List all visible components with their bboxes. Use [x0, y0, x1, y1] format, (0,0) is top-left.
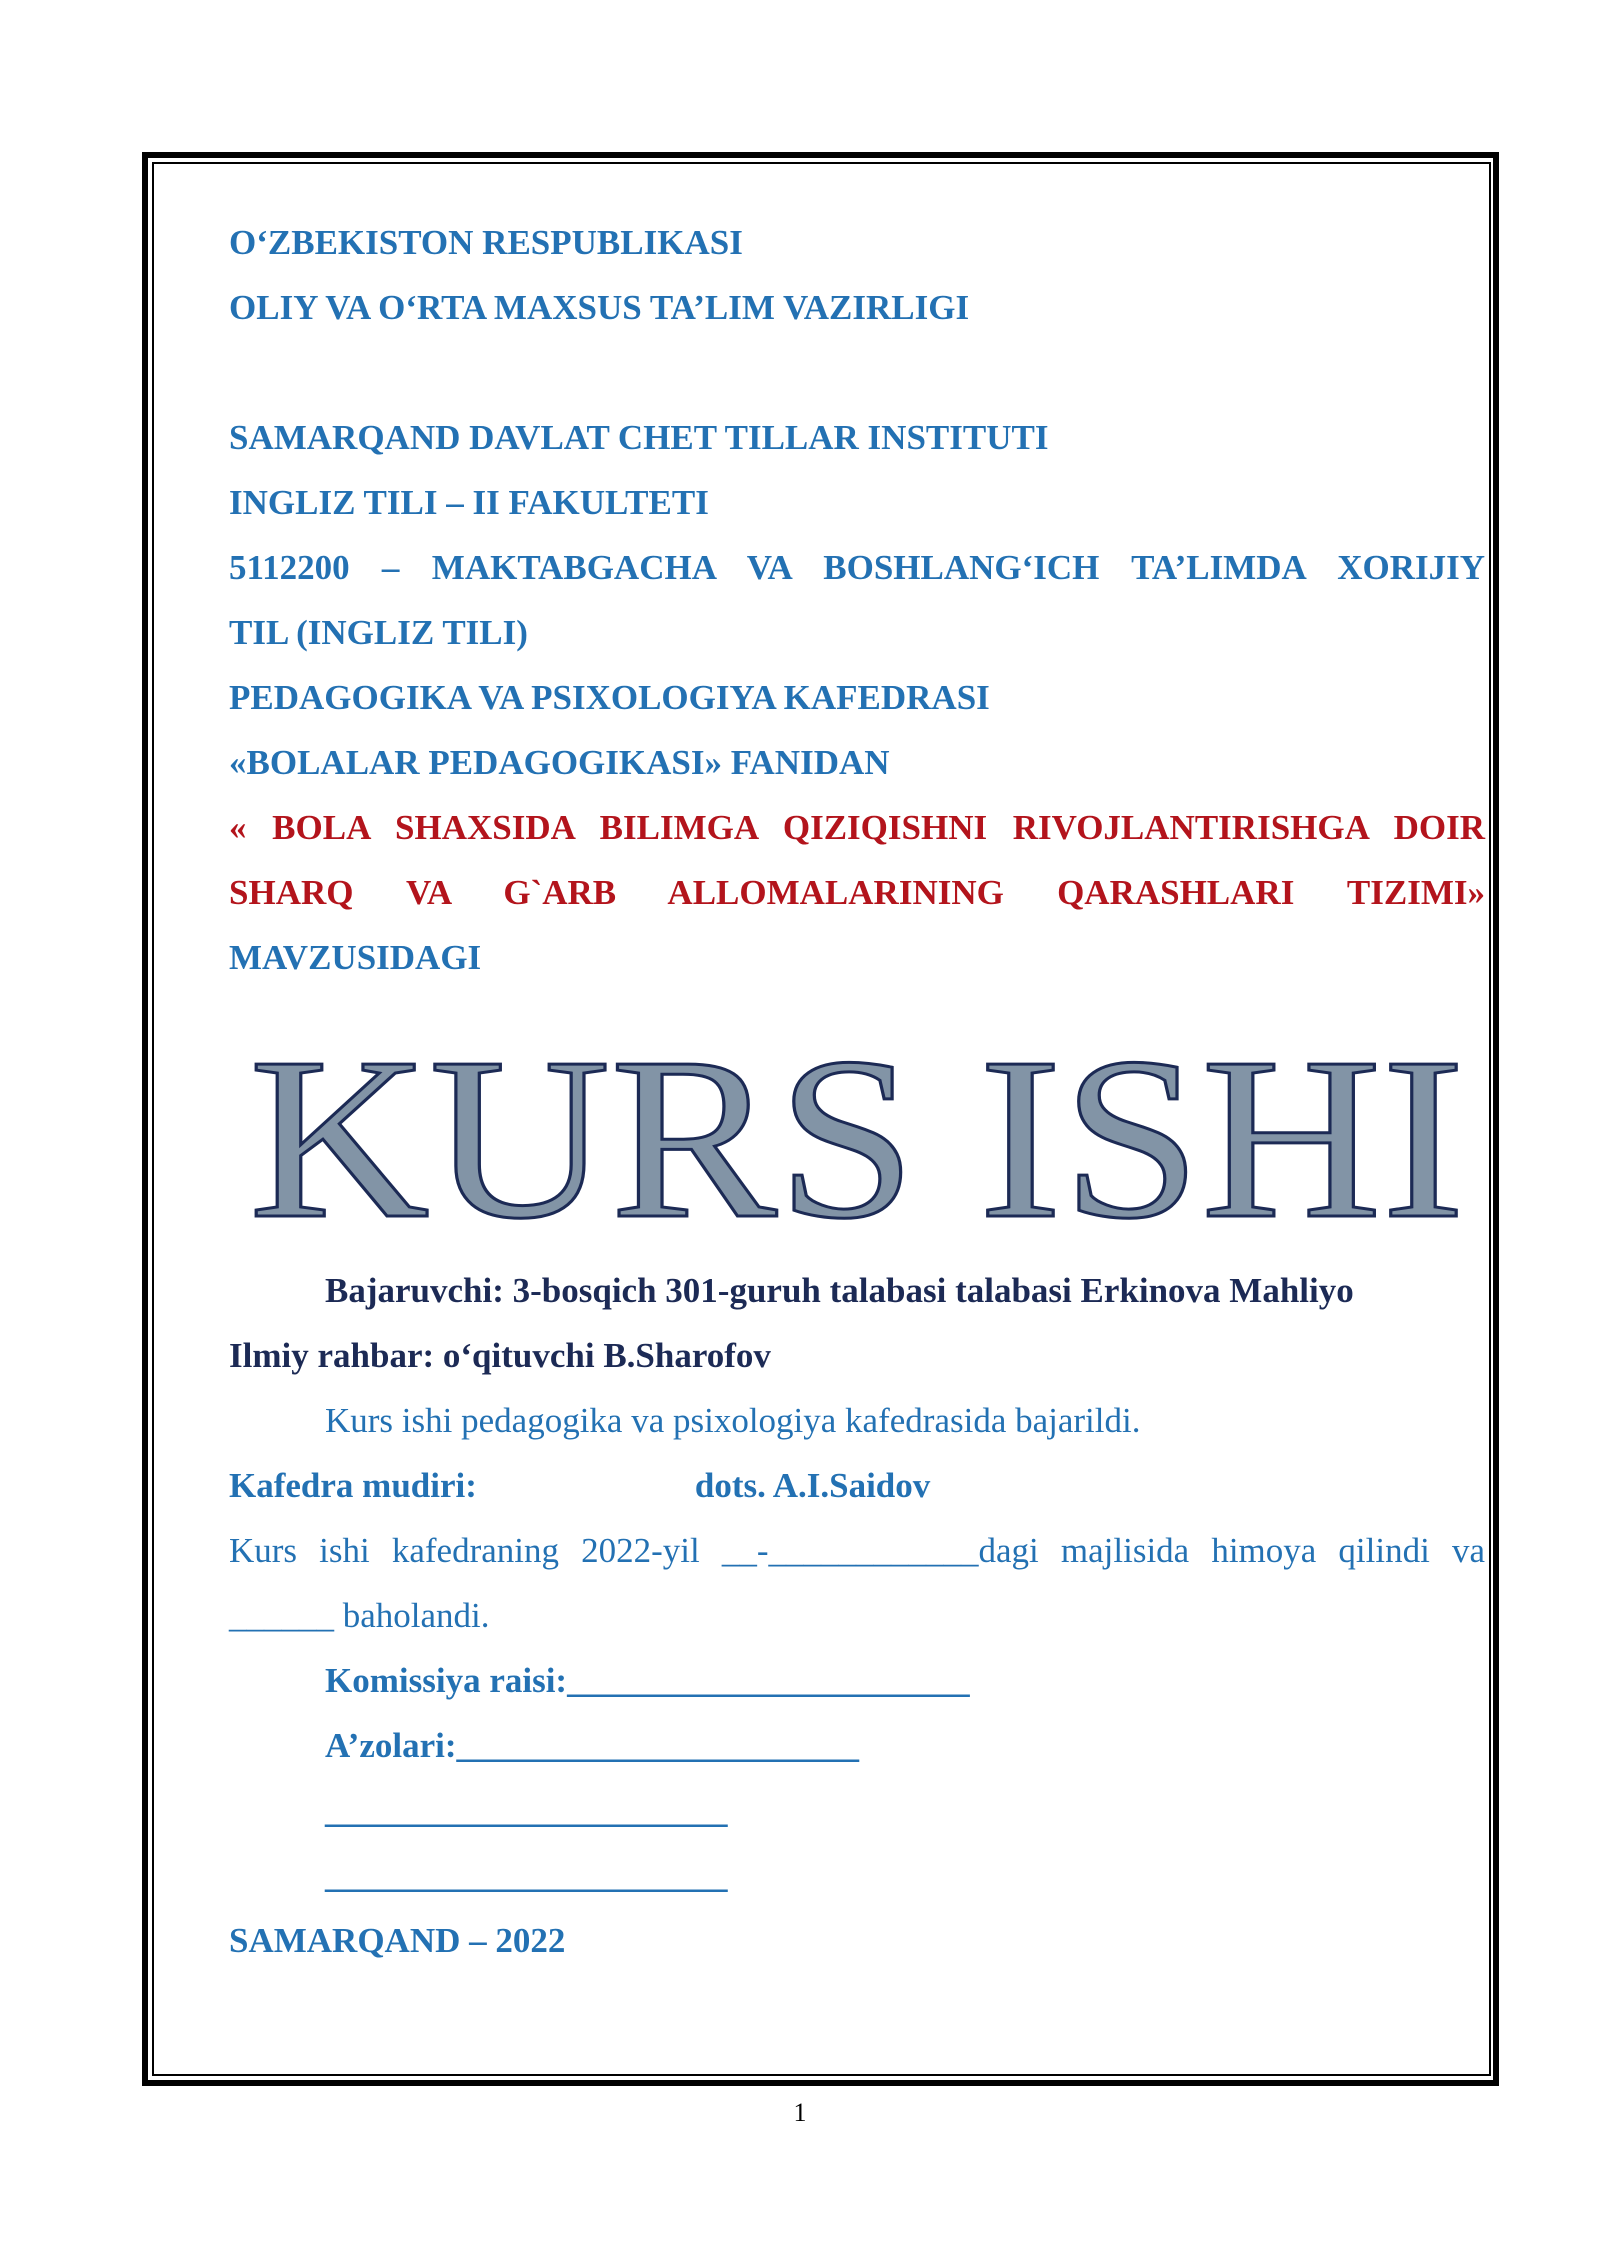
supervisor-line: Ilmiy rahbar: o‘qituvchi B.Sharofov [229, 1336, 771, 1375]
page-number: 1 [793, 2098, 807, 2127]
topic-line-2: SHARQ VA G`ARB ALLOMALARINING QARASHLARI TIZIMI» [229, 873, 1485, 912]
head-of-department [229, 1453, 1485, 1518]
specialty-line-cont: TIL (INGLIZ TILI) [229, 613, 528, 652]
head-name: dots. A.I.Saidov [694, 1466, 931, 1505]
subject-line: «BOLALAR PEDAGOGIKASI» FANIDAN [229, 743, 890, 782]
topic-line-1: « BOLA SHAXSIDA BILIMGA QIZIQISHNI RIVOJLANTIRISHGA DOIR [229, 808, 1485, 847]
completion-note: Kurs ishi pedagogika va psixologiya kafedrasida bajarildi. [325, 1401, 1141, 1440]
author-line: Bajaruvchi: 3-bosqich 301-guruh talabasi talabasi Erkinova Mahliyo [325, 1271, 1354, 1310]
kurs-ishi-title [229, 1018, 1485, 1258]
institute-line: SAMARQAND DAVLAT CHET TILLAR INSTITUTI [229, 418, 1049, 457]
topic-suffix: MAVZUSIDAGI [229, 938, 482, 977]
kurs-ishi-text: KURS ISHI [249, 1018, 1465, 1258]
member-blank-1: _______________________ [325, 1791, 728, 1830]
commission-chair-line: Komissiya raisi:_______________________ [325, 1661, 970, 1700]
defense-line-2: ______ baholandi. [229, 1596, 490, 1635]
title-page-content [229, 210, 1485, 1973]
member-blank-2: _______________________ [325, 1856, 728, 1895]
city-year: SAMARQAND – 2022 [229, 1921, 566, 1960]
head-label: Kafedra mudiri: [229, 1466, 477, 1505]
specialty-line: 5112200 – MAKTABGACHA VA BOSHLANG‘ICH TA’LIMDA XORIJIY [229, 548, 1485, 587]
spacer [229, 340, 1485, 405]
republic-line: O‘ZBEKISTON RESPUBLIKASI [229, 223, 743, 262]
members-line: A’zolari:_______________________ [325, 1726, 860, 1765]
defense-line-1: Kurs ishi kafedraning 2022-yil __-____________dagi majlisida himoya qilindi va [229, 1531, 1485, 1570]
ministry-line: OLIY VA O‘RTA MAXSUS TA’LIM VAZIRLIGI [229, 288, 970, 327]
kurs-ishi-wordart [229, 1018, 1485, 1258]
faculty-line: INGLIZ TILI – II FAKULTETI [229, 483, 709, 522]
department-line: PEDAGOGIKA VA PSIXOLOGIYA KAFEDRASI [229, 678, 990, 717]
